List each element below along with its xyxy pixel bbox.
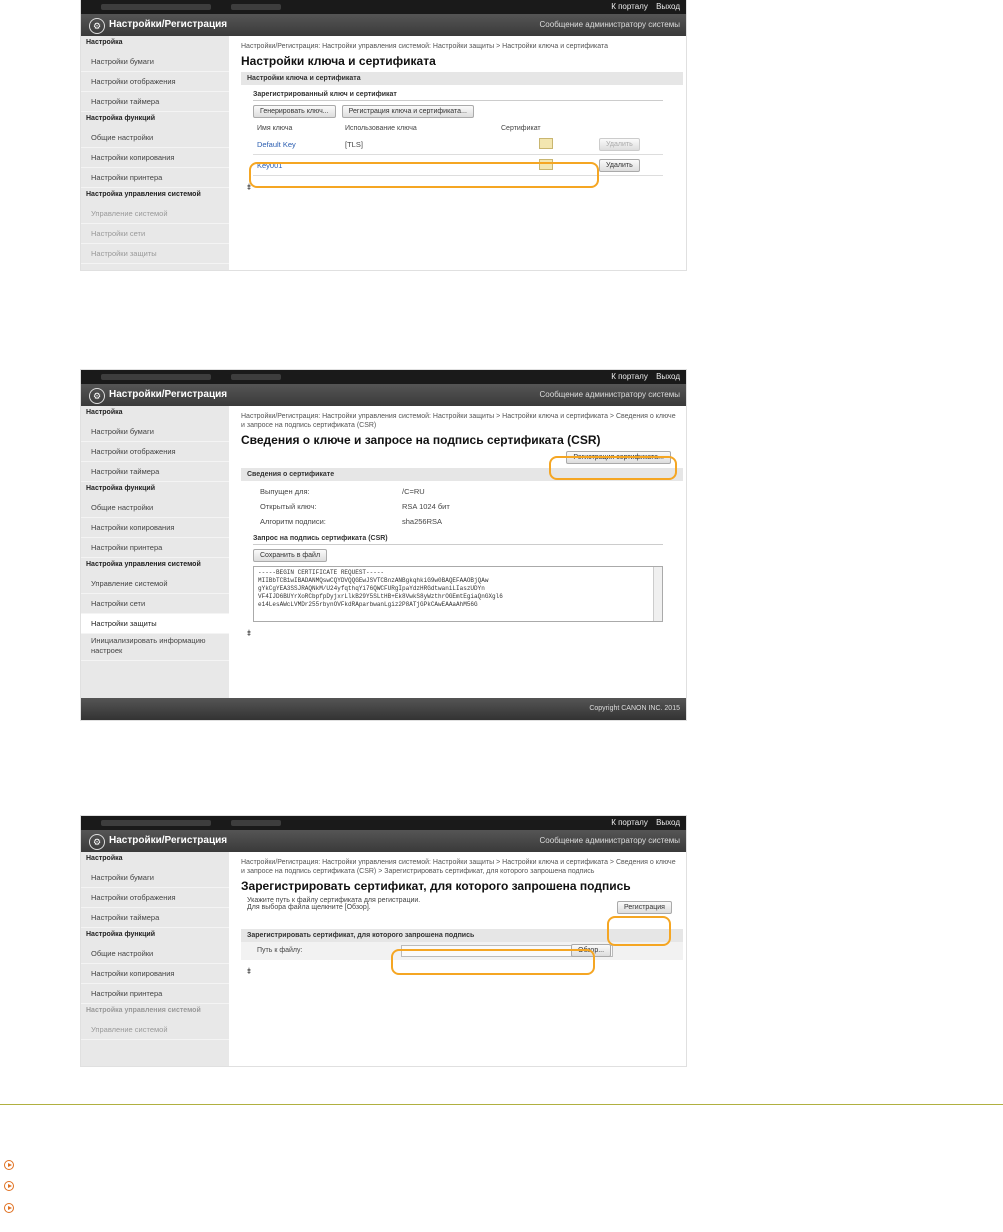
- sidebar: [81, 406, 229, 698]
- sidebar-group-header: Настройка: [86, 409, 123, 416]
- app-title: Настройки/Регистрация: [109, 389, 228, 400]
- sidebar-item[interactable]: Общие настройки: [81, 944, 229, 964]
- path-label: Путь к файлу:: [257, 947, 303, 954]
- field-value: /C=RU: [402, 487, 425, 496]
- app-title: Настройки/Регистрация: [109, 835, 228, 846]
- breadcrumb: Настройки/Регистрация: Настройки управления системой: Настройки защиты > Настройки ключа и сертификата > Сведения о ключе и запросе на подпись сертификата (CSR): [241, 413, 676, 429]
- sidebar-item[interactable]: Настройки принтера: [81, 168, 229, 188]
- highlight-register-cert-button: [549, 456, 677, 480]
- sidebar-item[interactable]: Инициализировать информацию настроек: [81, 634, 229, 661]
- browse-button[interactable]: Обзор...: [571, 944, 611, 957]
- key-name-link[interactable]: Key001: [257, 160, 283, 170]
- certificate-info-table: [259, 484, 451, 529]
- field-label: Алгоритм подписи:: [260, 517, 326, 526]
- save-to-file-button[interactable]: Сохранить в файл: [253, 549, 327, 562]
- breadcrumb: Настройки/Регистрация: Настройки управления системой: Настройки защиты > Настройки ключа и сертификата > Сведения о ключе и запросе на подпись сертификата (CSR) > Зарегистрировать сертификат, для которого запрошена подпись: [241, 859, 676, 875]
- header-bar: [81, 14, 686, 36]
- key-usage: [TLS]: [341, 134, 497, 155]
- top-links: [605, 372, 680, 381]
- device-name-blurred: [101, 820, 211, 826]
- sidebar-item[interactable]: Настройки защиты: [81, 244, 229, 264]
- scroll-top-icon[interactable]: ⯒: [247, 966, 251, 976]
- screenshot-csr-details: [80, 369, 687, 721]
- sidebar-item[interactable]: Настройки отображения: [81, 72, 229, 92]
- sidebar-item[interactable]: Настройки сети: [81, 594, 229, 614]
- section-header: Настройки ключа и сертификата: [241, 72, 683, 85]
- highlight-register-button: [607, 916, 671, 946]
- csr-textarea[interactable]: [253, 566, 663, 622]
- section-header: Сведения о сертификате: [241, 468, 683, 481]
- sidebar-item[interactable]: Управление системой: [81, 1020, 229, 1040]
- csr-subsection-header: Запрос на подпись сертификата (CSR): [253, 535, 663, 545]
- app-title: Настройки/Регистрация: [109, 19, 228, 30]
- field-label: Открытый ключ:: [260, 502, 317, 511]
- sidebar-group-header: Настройка: [86, 855, 123, 862]
- sidebar-item[interactable]: Настройки таймера: [81, 462, 229, 482]
- page-title: Сведения о ключе и запросе на подпись сертификата (CSR): [241, 433, 601, 447]
- sidebar-group-header: Настройка функций: [86, 931, 156, 938]
- header-bar: [81, 830, 686, 852]
- top-links: [605, 818, 680, 827]
- divider: [0, 1104, 1003, 1105]
- sidebar-item[interactable]: Настройки таймера: [81, 92, 229, 112]
- admin-message-link[interactable]: Сообщение администратору системы: [539, 390, 680, 399]
- sidebar-item[interactable]: Настройки копирования: [81, 964, 229, 984]
- section-header: Зарегистрировать сертификат, для которого запрошена подпись: [241, 929, 683, 942]
- sidebar-item[interactable]: Настройки отображения: [81, 888, 229, 908]
- page-title: Настройки ключа и сертификата: [241, 54, 436, 68]
- col-action: [595, 122, 663, 134]
- table-row: [253, 134, 663, 155]
- highlight-file-path: [391, 949, 595, 975]
- portal-link[interactable]: К порталу: [611, 818, 648, 827]
- sidebar-item[interactable]: Настройки отображения: [81, 442, 229, 462]
- device-info-blurred: [231, 374, 281, 380]
- logout-link[interactable]: Выход: [656, 818, 680, 827]
- csr-scrollbar[interactable]: [653, 567, 662, 621]
- sidebar-group-header: Настройка управления системой: [86, 1007, 201, 1014]
- subsection-header: Зарегистрированный ключ и сертификат: [253, 91, 663, 101]
- main-content: [233, 406, 686, 698]
- field-label: Выпущен для:: [260, 487, 310, 496]
- device-name-blurred: [101, 4, 211, 10]
- sidebar-item[interactable]: Настройки таймера: [81, 908, 229, 928]
- admin-message-link[interactable]: Сообщение администратору системы: [539, 836, 680, 845]
- delete-button: Удалить: [599, 138, 640, 151]
- instruction-1: Укажите путь к файлу сертификата для регистрации.: [247, 897, 421, 904]
- breadcrumb: Настройки/Регистрация: Настройки управления системой: Настройки защиты > Настройки ключа и сертификата: [241, 43, 608, 50]
- top-links: [605, 2, 680, 11]
- key-name-link[interactable]: Default Key: [257, 139, 296, 149]
- settings-logo-icon: ⚙: [89, 834, 105, 850]
- field-value: sha256RSA: [402, 517, 443, 526]
- sidebar-item[interactable]: Настройки защиты: [81, 614, 229, 634]
- scroll-top-icon[interactable]: ⯒: [247, 628, 251, 638]
- screenshot-key-cert-settings: [80, 0, 687, 271]
- sidebar-group-header: Настройка функций: [86, 485, 156, 492]
- register-button[interactable]: Регистрация: [617, 901, 672, 914]
- csr-text: -----BEGIN CERTIFICATE REQUEST----- MIIBbTCB1wIBADANMQswCQYDVQQGEwJSVTCBnzANBgkqhkiG9w0BAQEFAAOBjQAw gYkCgYEA3SSJRAQNkM/U24yfqthqYi76QWCFURgIpaYdzHRGdtwaniLIaszUDYn VF4IJD6BUYrXoRCbpfpDyjxrLlkB29Y5SLtHB+Ek8VwkS8yWzthrOGEmtEgiaQnGXgl6 e14LesAWcLVMDr255rbynOVFkdRAparbwanLgiz2P8ATjGPkCAwEAAaAhM56G: [258, 569, 503, 608]
- sidebar-item[interactable]: Настройки бумаги: [81, 422, 229, 442]
- sidebar-item[interactable]: Настройки бумаги: [81, 868, 229, 888]
- settings-logo-icon: ⚙: [89, 388, 105, 404]
- certificate-icon[interactable]: [539, 138, 553, 149]
- sidebar-item[interactable]: Настройки копирования: [81, 518, 229, 538]
- top-bar: [81, 0, 686, 14]
- col-key-usage: Использование ключа: [345, 124, 417, 132]
- logout-link[interactable]: Выход: [656, 372, 680, 381]
- sidebar-item[interactable]: Управление системой: [81, 204, 229, 224]
- settings-logo-icon: ⚙: [89, 18, 105, 34]
- sidebar: [81, 852, 229, 1066]
- page-title: Зарегистрировать сертификат, для которого запрошена подпись: [241, 879, 631, 893]
- main-content: [233, 36, 686, 270]
- sidebar-group-header: Настройка управления системой: [86, 561, 201, 568]
- link-bullet-icon[interactable]: [4, 1203, 14, 1213]
- top-bar: [81, 816, 686, 830]
- admin-message-link[interactable]: Сообщение администратору системы: [539, 20, 680, 29]
- col-key-name: Имя ключа: [257, 124, 293, 132]
- instruction-2: Для выбора файла щелкните [Обзор].: [247, 904, 371, 911]
- sidebar-item[interactable]: Общие настройки: [81, 128, 229, 148]
- link-bullet-icon[interactable]: [4, 1181, 14, 1191]
- top-bar: [81, 370, 686, 384]
- portal-link[interactable]: К порталу: [611, 2, 648, 11]
- portal-link[interactable]: К порталу: [611, 372, 648, 381]
- sidebar-item[interactable]: Настройки сети: [81, 224, 229, 244]
- sidebar-group-header: Настройка управления системой: [86, 191, 201, 198]
- sidebar-item[interactable]: Настройки принтера: [81, 538, 229, 558]
- sidebar-group-header: Настройка: [86, 39, 123, 46]
- field-value: RSA 1024 бит: [402, 502, 450, 511]
- scroll-top-icon[interactable]: ⯒: [247, 182, 251, 192]
- sidebar-item[interactable]: Управление системой: [81, 574, 229, 594]
- sidebar-item[interactable]: Настройки бумаги: [81, 52, 229, 72]
- register-certificate-button[interactable]: Регистрация сертификата...: [566, 451, 671, 464]
- sidebar: [81, 36, 229, 270]
- highlight-key001-row: [249, 162, 599, 188]
- sidebar-group-header: Настройка функций: [86, 115, 156, 122]
- sidebar-item[interactable]: Настройки копирования: [81, 148, 229, 168]
- col-certificate: Сертификат: [501, 124, 541, 132]
- screenshot-register-signed-cert: [80, 815, 687, 1067]
- device-info-blurred: [231, 4, 281, 10]
- sidebar-item[interactable]: Настройки принтера: [81, 984, 229, 1004]
- device-info-blurred: [231, 820, 281, 826]
- delete-button[interactable]: Удалить: [599, 159, 640, 172]
- sidebar-item[interactable]: Общие настройки: [81, 498, 229, 518]
- register-key-cert-button[interactable]: Регистрация ключа и сертификата...: [342, 105, 474, 118]
- copyright: Copyright CANON INC. 2015: [589, 705, 680, 712]
- link-bullet-icon[interactable]: [4, 1160, 14, 1170]
- generate-key-button[interactable]: Генерировать ключ...: [253, 105, 336, 118]
- footer: [81, 698, 686, 720]
- device-name-blurred: [101, 374, 211, 380]
- logout-link[interactable]: Выход: [656, 2, 680, 11]
- header-bar: [81, 384, 686, 406]
